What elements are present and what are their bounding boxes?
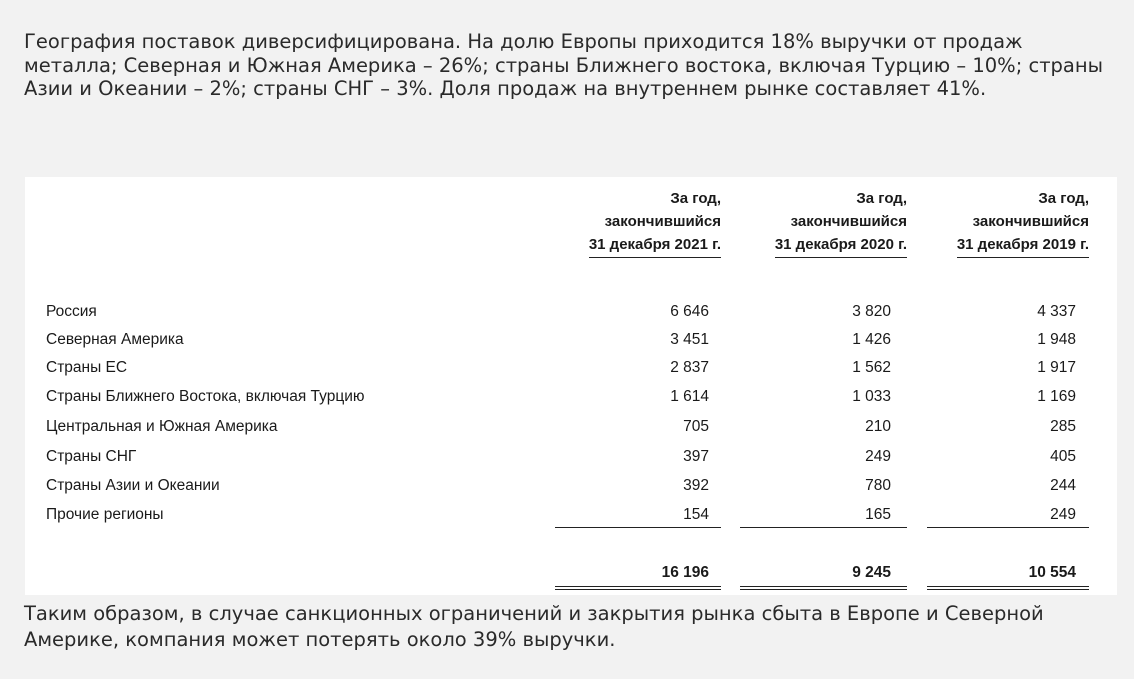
header-line: закончившийся (790, 213, 907, 230)
intro-paragraph: География поставок диверсифицирована. На долю Европы приходится 18% выручки от продаж металла; Северная и Южная Америка – 26%; страны Ближнего востока, включая Турцию – 10%; страны Азии и Океании – 2%; страны СНГ – 3%. Доля продаж на внутреннем рынке составляет 41%. (24, 30, 1104, 100)
row-label: Северная Америка (46, 331, 184, 348)
cell-2020: 1 426 (852, 331, 891, 348)
header-date: 31 декабря 2019 г. (957, 233, 1089, 258)
total-2021: 16 196 (661, 564, 709, 581)
subtotal-rule (555, 527, 721, 528)
header-line: закончившийся (604, 213, 721, 230)
cell-2021: 1 614 (670, 388, 709, 405)
header-date: 31 декабря 2021 г. (589, 233, 721, 258)
row-label: Страны ЕС (46, 359, 128, 376)
cell-2020: 780 (865, 477, 891, 494)
cell-2020: 165 (865, 506, 891, 523)
total-rule (740, 586, 907, 587)
row-label: Россия (46, 303, 97, 320)
cell-2020: 210 (865, 418, 891, 435)
cell-2019: 4 337 (1037, 303, 1076, 320)
header-line: закончившийся (972, 213, 1089, 230)
cell-2019: 285 (1050, 418, 1076, 435)
cell-2020: 249 (865, 448, 891, 465)
subtotal-rule (740, 527, 907, 528)
row-label: Прочие регионы (46, 506, 164, 523)
cell-2021: 154 (683, 506, 709, 523)
cell-2019: 1 948 (1037, 331, 1076, 348)
cell-2019: 1 169 (1037, 388, 1076, 405)
total-rule (927, 589, 1089, 590)
column-header-2019 (915, 187, 1089, 258)
row-label: Страны Азии и Океании (46, 477, 220, 494)
cell-2021: 392 (683, 477, 709, 494)
subtotal-rule (927, 527, 1089, 528)
conclusion-paragraph: Таким образом, в случае санкционных ограничений и закрытия рынка сбыта в Европе и Северной Америке, компания может потерять около 39% выручки. (24, 602, 1044, 651)
cell-2019: 1 917 (1037, 359, 1076, 376)
cell-2021: 397 (683, 448, 709, 465)
total-rule (555, 586, 721, 587)
header-date: 31 декабря 2020 г. (775, 233, 907, 258)
total-rule (555, 589, 721, 590)
cell-2020: 1 562 (852, 359, 891, 376)
total-rule (740, 589, 907, 590)
total-2019: 10 554 (1028, 564, 1076, 581)
header-line: За год, (1038, 190, 1089, 207)
column-header-2021 (565, 187, 721, 258)
cell-2019: 405 (1050, 448, 1076, 465)
cell-2019: 244 (1050, 477, 1076, 494)
row-label: Центральная и Южная Америка (46, 418, 278, 435)
cell-2020: 3 820 (852, 303, 891, 320)
row-label: Страны СНГ (46, 448, 137, 465)
cell-2019: 249 (1050, 506, 1076, 523)
cell-2021: 705 (683, 418, 709, 435)
revenue-by-region-table (25, 177, 1117, 595)
header-line: За год, (670, 190, 721, 207)
total-rule (927, 586, 1089, 587)
header-line: За год, (856, 190, 907, 207)
total-2020: 9 245 (852, 564, 891, 581)
cell-2021: 3 451 (670, 331, 709, 348)
cell-2020: 1 033 (852, 388, 891, 405)
row-label: Страны Ближнего Востока, включая Турцию (46, 388, 365, 405)
cell-2021: 2 837 (670, 359, 709, 376)
cell-2021: 6 646 (670, 303, 709, 320)
column-header-2020 (725, 187, 907, 258)
